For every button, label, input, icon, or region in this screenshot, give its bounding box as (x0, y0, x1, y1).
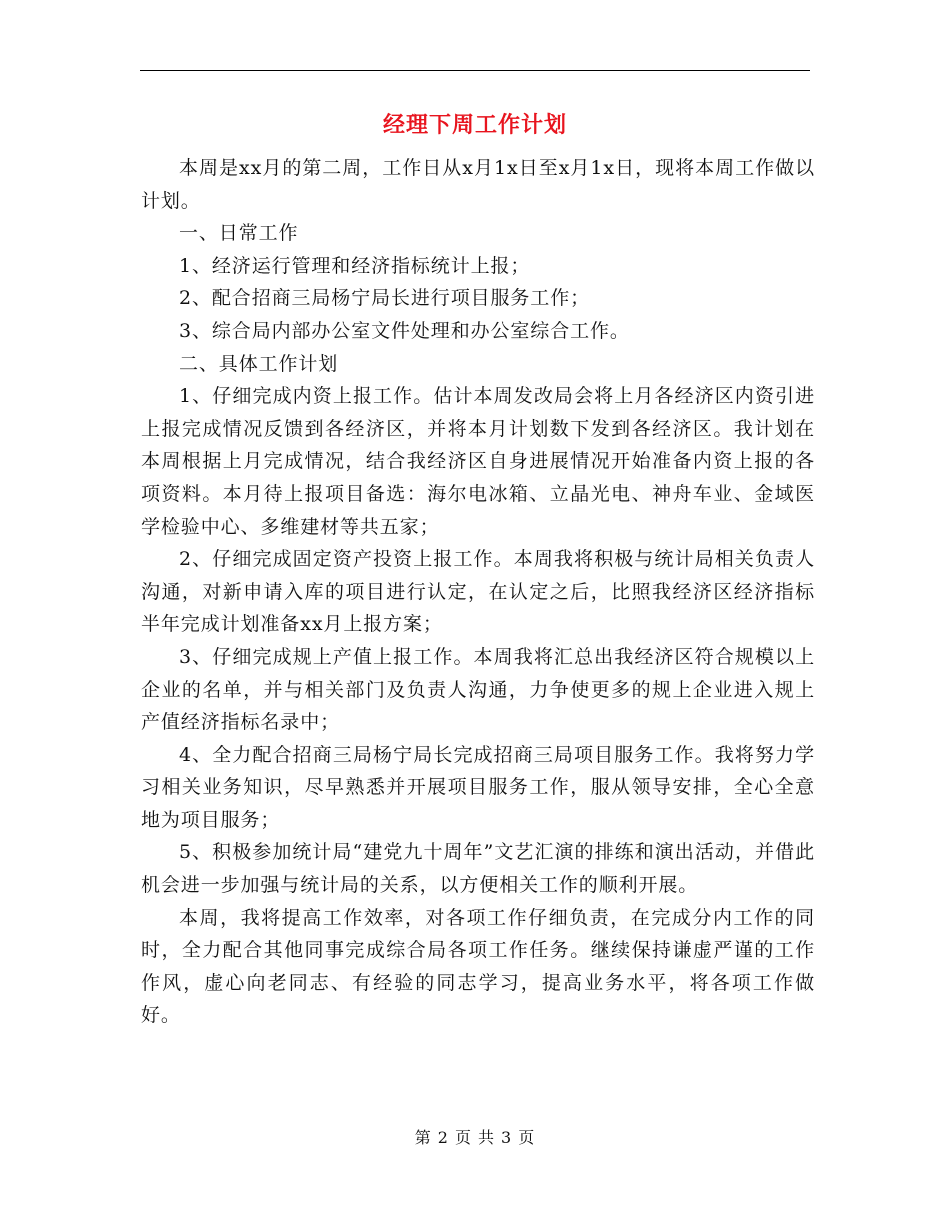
section-heading-daily-work: 一、日常工作 (179, 222, 299, 245)
intro-paragraph: 本周是xx月的第二周，工作日从x月1x日至x月1x日，现将本周工作做以计划。 (141, 157, 815, 212)
section-heading-specific-plan: 二、具体工作计划 (179, 352, 339, 375)
daily-item-2: 2、配合招商三局杨宁局长进行项目服务工作； (179, 287, 590, 310)
plan-item-2: 2、仔细完成固定资产投资上报工作。本周我将积极与统计局相关负责人沟通，对新申请入库的项目进行认定，在认定之后，比照我经济区经济指标半年完成计划准备xx月上报方案； (141, 548, 815, 636)
footer-prefix: 第 (414, 1128, 432, 1147)
document-body (141, 152, 815, 1032)
daily-item-3: 3、综合局内部办公室文件处理和办公室综合工作。 (179, 319, 630, 342)
page-footer (0, 1125, 950, 1148)
document-title: 经理下周工作计划 (382, 112, 567, 138)
footer-current-page: 2 (437, 1128, 449, 1147)
header-rule (140, 70, 810, 71)
closing-paragraph: 本周，我将提高工作效率，对各项工作仔细负责，在完成分内工作的同时，全力配合其他同事完成综合局各项工作任务。继续保持谦虚严谨的工作作风，虚心向老同志、有经验的同志学习，提高业务水平，将各项工作做好。 (141, 906, 815, 1027)
plan-item-1: 1、仔细完成内资上报工作。估计本周发改局会将上月各经济区内资引进上报完成情况反馈到各经济区，并将本月计划数下发到各经济区。我计划在本周根据上月完成情况，结合我经济区自身进展情况开始准备内资上报的各项资料。本月待上报项目备选：海尔电冰箱、立晶光电、神舟车业、金域医学检验中心、多维建材等共五家； (141, 385, 815, 538)
plan-item-4: 4、全力配合招商三局杨宁局长完成招商三局项目服务工作。我将努力学习相关业务知识，尽早熟悉并开展项目服务工作，服从领导安排，全心全意地为项目服务； (141, 743, 815, 831)
footer-total-pages: 3 (501, 1128, 513, 1147)
daily-item-1: 1、经济运行管理和经济指标统计上报； (179, 254, 531, 277)
footer-suffix: 页 (518, 1128, 536, 1147)
plan-item-3: 3、仔细完成规上产值上报工作。本周我将汇总出我经济区符合规模以上企业的名单，并与相关部门及负责人沟通，力争使更多的规上企业进入规上产值经济指标名录中； (141, 645, 815, 734)
footer-mid: 页 共 (454, 1128, 496, 1147)
plan-item-5: 5、积极参加统计局“建党九十周年”文艺汇演的排练和演出活动，并借此机会进一步加强与统计局的关系，以方便相关工作的顺利开展。 (141, 841, 815, 897)
